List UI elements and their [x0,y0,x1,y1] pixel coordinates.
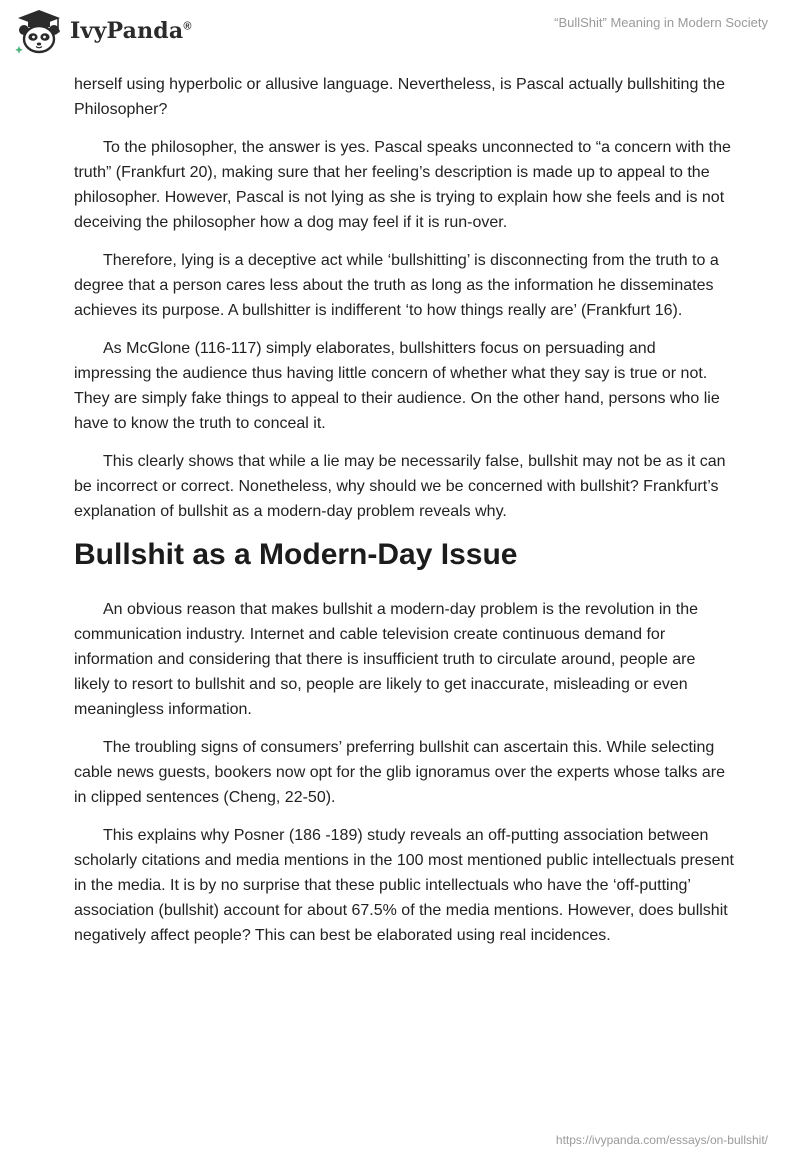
paragraph-8: This explains why Posner (186 -189) study reveals an off-putting association between scholarly citations and media mentions in the 100 most mentioned public intellectuals present in the media. It is by no surprise that these public intellectuals who have the ‘off-putting’ association (bullshit) account for about 67.5% of the media mentions. However, does bullshit negatively affect people? This can best be elaborated using real incidences. [74,827,734,944]
registered-mark: ® [183,20,192,33]
essay-body [74,72,734,961]
paragraph-1: herself using hyperbolic or allusive language. Nevertheless, is Pascal actually bullshiting the Philosopher? [74,76,726,118]
paragraph-3: Therefore, lying is a deceptive act while ‘bullshitting’ is disconnecting from the truth to a degree that a person cares less about the truth as long as the information he disseminates achieves its purpose. A bullshitter is indifferent ‘to how things really are’ (Frankfurt 16). [74,252,719,319]
document-title: “BullShit” Meaning in Modern Society [554,15,768,30]
paragraph-7: The troubling signs of consumers’ preferring bullshit can ascertain this. While selecting cable news guests, bookers now opt for the glib ignoramus over the experts whose talks are in clipped sentences (Cheng, 22-50). [74,739,726,806]
section-heading: Bullshit as a Modern-Day Issue [74,538,518,571]
brand-name: IvyPanda® [70,18,192,44]
paragraph-2: To the philosopher, the answer is yes. Pascal speaks unconnected to “a concern with the truth” (Frankfurt 20), making sure that her feeling’s description is made up to appeal to the philosopher. However, Pascal is not lying as she is trying to explain how she feels and is not deceiving the philosopher how a dog may feel if it is run-over. [74,139,731,231]
page-header [0,0,800,64]
brand-logo[interactable] [14,8,192,54]
panda-graduate-icon [14,8,64,54]
source-url[interactable]: https://ivypanda.com/essays/on-bullshit/ [555,1133,768,1147]
paragraph-5: This clearly shows that while a lie may be necessarily false, bullshit may not be as it can be incorrect or correct. Nonetheless, why should we be concerned with bullshit? Frankfurt’s explanation of bullshit as a modern-day problem reveals why. [74,453,726,520]
paragraph-6: An obvious reason that makes bullshit a modern-day problem is the revolution in the communication industry. Internet and cable television create continuous demand for information and considering that there is insufficient truth to circulate around, people are likely to resort to bullshit and so, people are likely to get inaccurate, misleading or even meaningless information. [74,601,698,718]
paragraph-4: As McGlone (116-117) simply elaborates, bullshitters focus on persuading and impressing the audience thus having little concern of whether what they say is true or not. They are simply fake things to appeal to their audience. On the other hand, persons who lie have to know the truth to conceal it. [74,340,720,432]
